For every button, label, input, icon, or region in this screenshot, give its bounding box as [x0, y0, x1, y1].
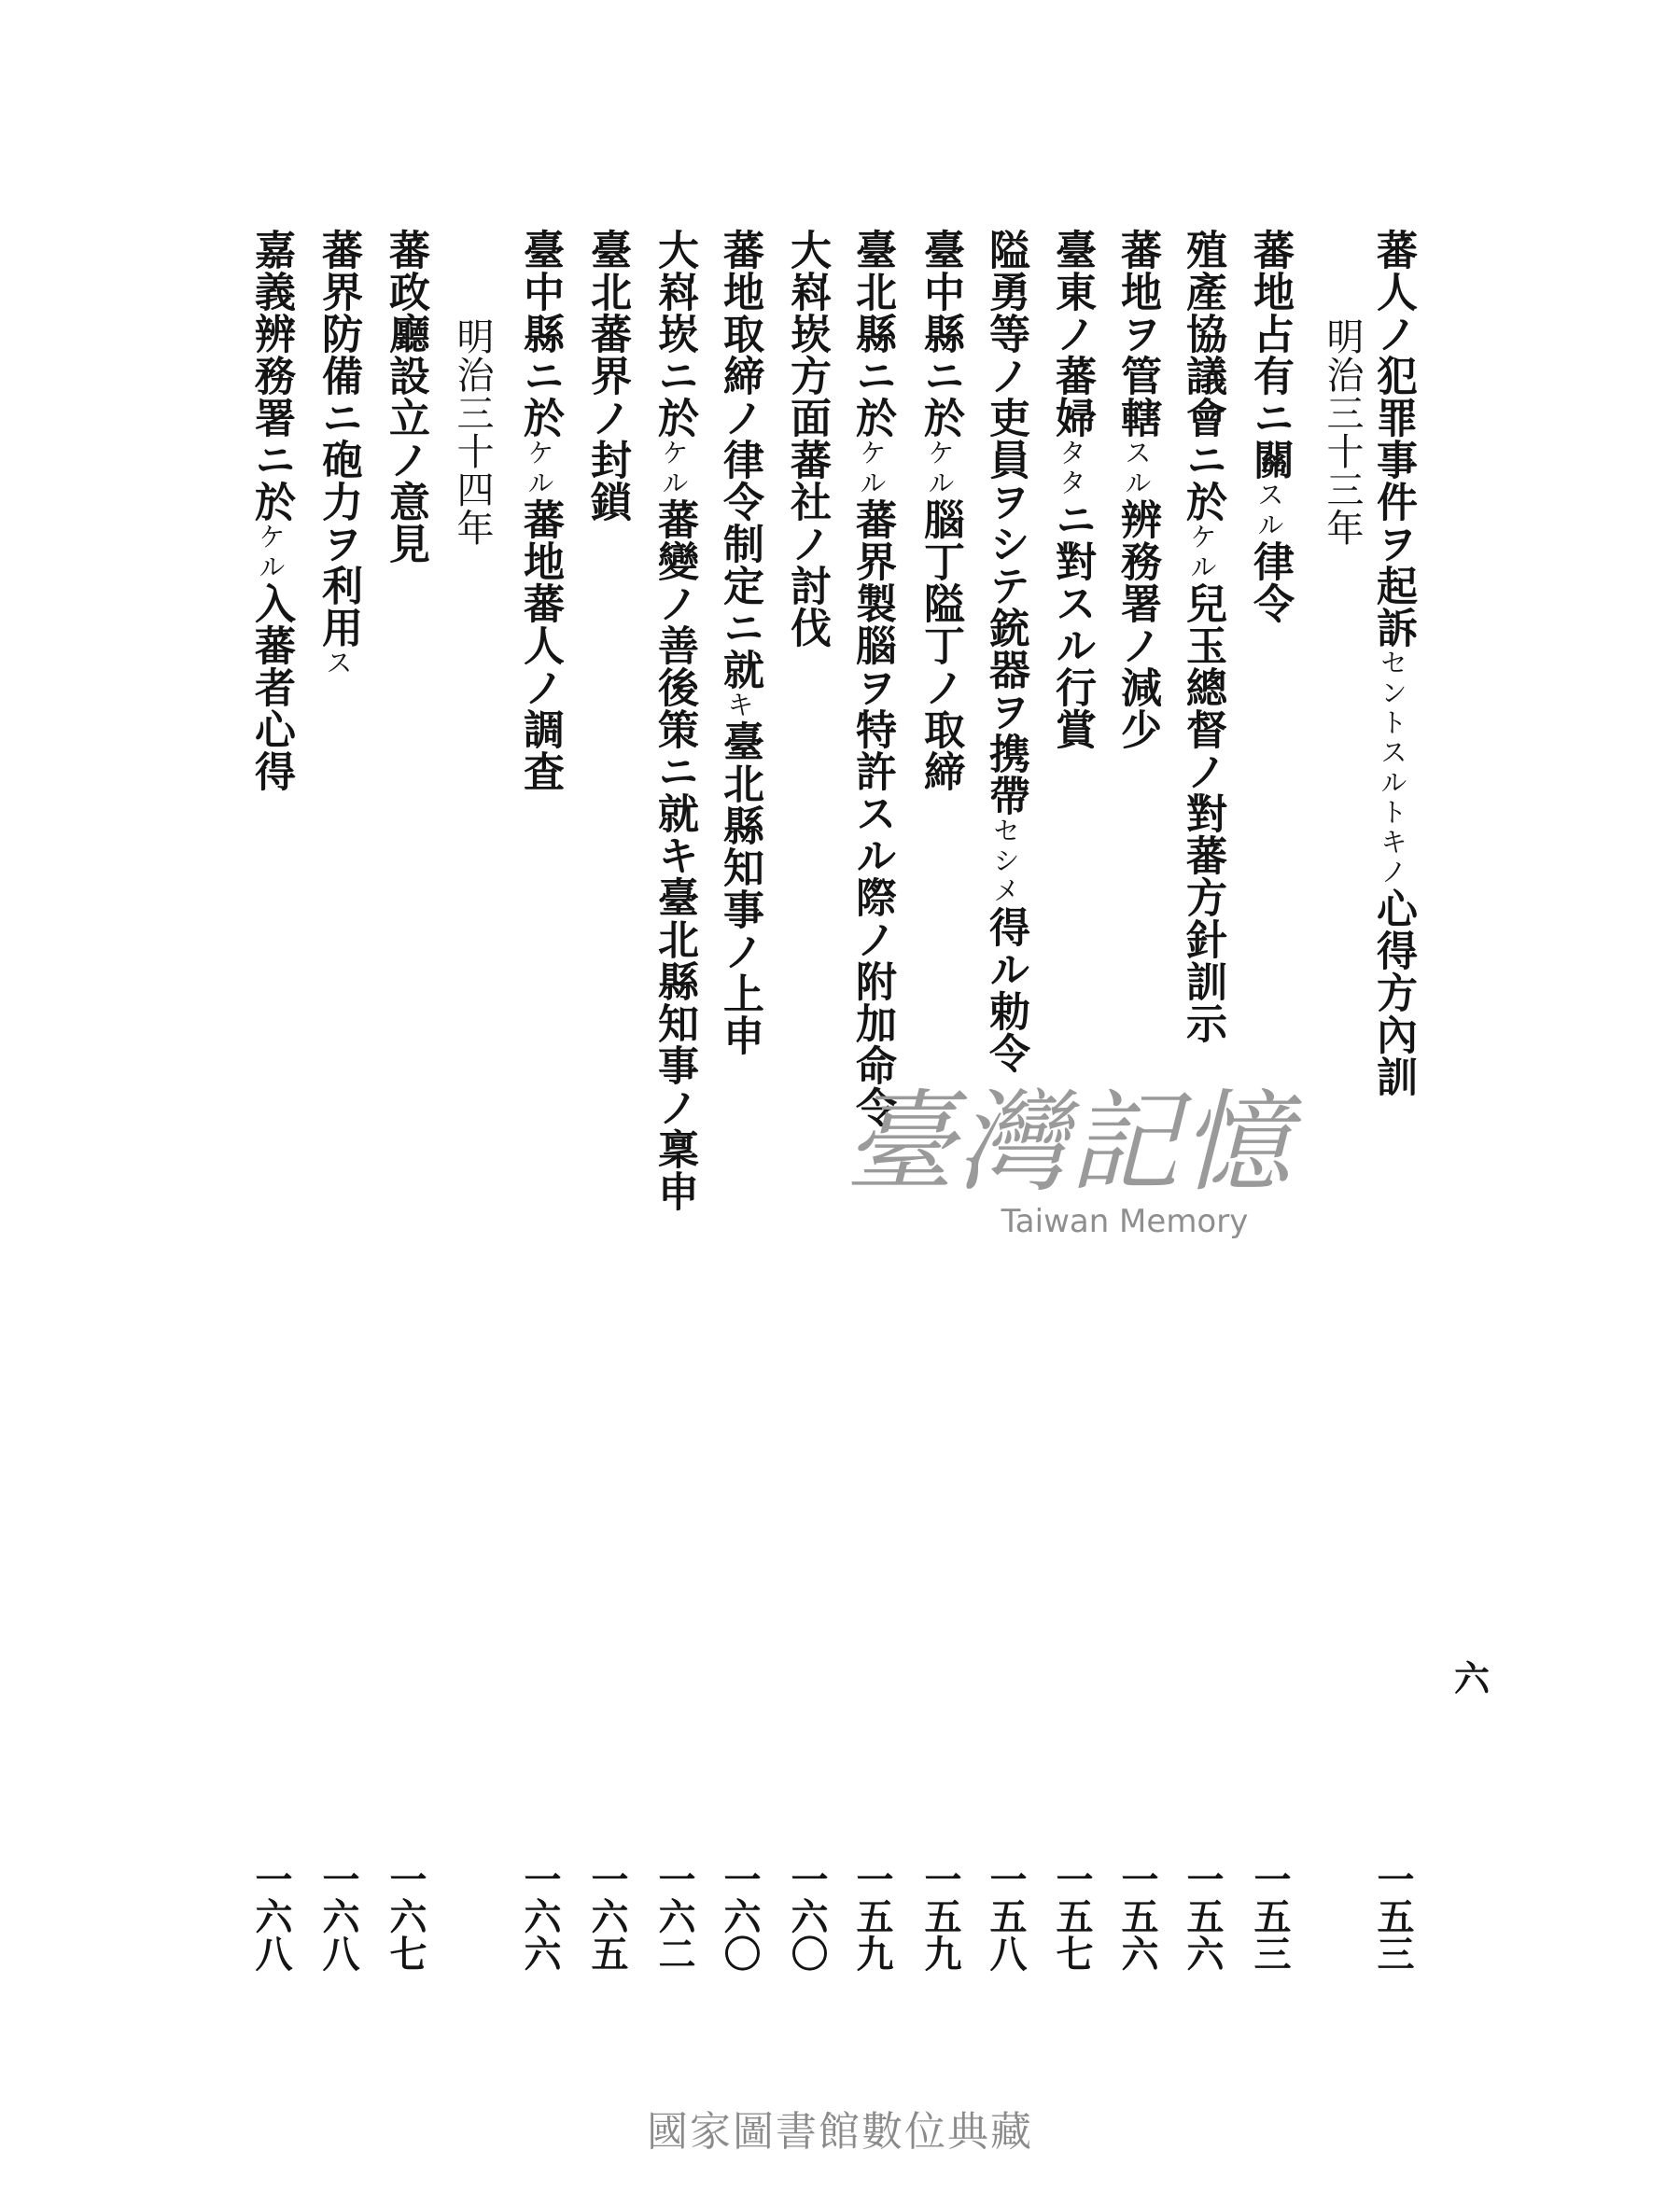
- toc-entry: [1369, 229, 1417, 1097]
- entry-page-number: 一六二: [652, 1860, 696, 1972]
- entry-page-number: 一五三: [1371, 1860, 1415, 1972]
- entry-kana: ケル: [1186, 523, 1218, 582]
- footer-archive-label: 國家圖書館數位典藏: [647, 2108, 1033, 2156]
- entry-title: 蕃政廳設立ノ意見: [382, 229, 429, 565]
- toc-entry: [516, 229, 564, 792]
- entry-kana: セシメ: [989, 817, 1021, 906]
- entry-title: 蕃人ノ犯罪事件ヲ起訴: [1369, 229, 1417, 649]
- entry-title-tail: 腦丁隘丁ノ取締: [917, 498, 964, 792]
- entry-title-tail: ニ對スル行賞: [1048, 498, 1096, 750]
- toc-entry: [583, 229, 631, 523]
- entry-title-tail: 兒玉總督ノ對蕃方針訓示: [1179, 582, 1226, 1044]
- entry-title: 殖產協議會ニ於: [1179, 229, 1226, 523]
- entry-title: 大嵙崁ニ於: [651, 229, 698, 439]
- watermark-chinese: 臺灣記憶: [844, 1078, 1293, 1207]
- entry-page-number: 一六七: [384, 1860, 427, 1972]
- entry-kana: ケル: [255, 523, 287, 582]
- entry-title-tail: 得ル勅令: [982, 906, 1029, 1074]
- entry-title-tail: 蕃界製腦ヲ特許スル際ノ附加命令: [848, 498, 896, 1128]
- entry-title-tail: 律令: [1246, 540, 1294, 624]
- entry-title-tail: 臺北縣知事ノ上申: [716, 720, 763, 1056]
- entry-title: 蕃地占有ニ關: [1246, 229, 1294, 481]
- entry-page-number: 一五三: [1248, 1860, 1292, 1972]
- entry-page-number: 一六六: [518, 1860, 562, 1972]
- entry-title: 臺東ノ蕃婦: [1048, 229, 1096, 439]
- entry-page-number: 一五七: [1050, 1860, 1094, 1972]
- entry-title-tail: 蕃變ノ善後策ニ就キ臺北縣知事ノ稟申: [651, 498, 698, 1212]
- toc-entry: [982, 229, 1029, 1074]
- page-folio: 六: [1454, 1657, 1491, 1699]
- entry-title-tail: 心得方內訓: [1369, 887, 1417, 1097]
- entry-page-number: 一六五: [585, 1860, 629, 1972]
- toc-entry: [1113, 229, 1161, 750]
- watermark-english: Taiwan Memory: [1001, 1203, 1249, 1240]
- entry-page-number: 一五九: [918, 1860, 962, 1972]
- toc-entry: [247, 229, 295, 792]
- toc-entry: [315, 229, 362, 678]
- entry-title-tail: 蕃地蕃人ノ調査: [516, 498, 564, 792]
- year-heading: [1321, 317, 1364, 547]
- entry-kana: キ: [723, 691, 755, 720]
- entry-kana: セントスルトキノ: [1377, 649, 1408, 887]
- entry-page-number: 一六八: [316, 1860, 360, 1972]
- entry-kana: ケル: [924, 439, 956, 498]
- entry-kana: スル: [1121, 439, 1153, 498]
- year-text: 明治三十三年: [1321, 317, 1364, 547]
- entry-title: 蕃地ヲ管轄: [1113, 229, 1161, 439]
- toc-entry: [651, 229, 698, 1212]
- watermark-logo: [835, 1078, 1302, 1240]
- entry-page-number: 一六〇: [785, 1860, 829, 1972]
- toc-entry: [917, 229, 964, 792]
- entry-kana: ス: [322, 649, 354, 678]
- entry-kana: ケル: [524, 439, 555, 498]
- year-heading: [451, 317, 494, 547]
- toc-entry: [783, 229, 831, 649]
- entry-title: 隘勇等ノ吏員ヲシテ銃器ヲ携帶: [982, 229, 1029, 817]
- entry-title: 蕃地取締ノ律令制定ニ就: [716, 229, 763, 691]
- entry-title: 臺北蕃界ノ封鎖: [583, 229, 631, 523]
- entry-kana: タタ: [1056, 439, 1087, 498]
- toc-entry: [848, 229, 896, 1128]
- entry-page-number: 一五六: [1115, 1860, 1159, 1972]
- entry-title-tail: 辨務署ノ減少: [1113, 498, 1161, 750]
- entry-kana: ケル: [856, 439, 888, 498]
- toc-entry: [1048, 229, 1096, 750]
- entry-title: 蕃界防備ニ砲力ヲ利用: [315, 229, 362, 649]
- entry-title-tail: 入蕃者心得: [247, 582, 295, 792]
- toc-entry: [1179, 229, 1226, 1044]
- year-text: 明治三十四年: [451, 317, 494, 547]
- entry-page-number: 一六〇: [718, 1860, 762, 1972]
- entry-kana: ケル: [658, 439, 690, 498]
- entry-title: 臺北縣ニ於: [848, 229, 896, 439]
- entry-title: 臺中縣ニ於: [516, 229, 564, 439]
- entry-page-number: 一五九: [850, 1860, 894, 1972]
- entry-page-number: 一五六: [1181, 1860, 1225, 1972]
- entry-title: 嘉義辨務署ニ於: [247, 229, 295, 523]
- entry-title: 臺中縣ニ於: [917, 229, 964, 439]
- entry-page-number: 一六八: [249, 1860, 293, 1972]
- toc-entry: [382, 229, 429, 565]
- entry-kana: スル: [1253, 481, 1285, 540]
- entry-page-number: 一五八: [984, 1860, 1028, 1972]
- entry-title: 大嵙崁方面蕃社ノ討伐: [783, 229, 831, 649]
- toc-entry: [1246, 229, 1294, 624]
- toc-entry: [716, 229, 763, 1056]
